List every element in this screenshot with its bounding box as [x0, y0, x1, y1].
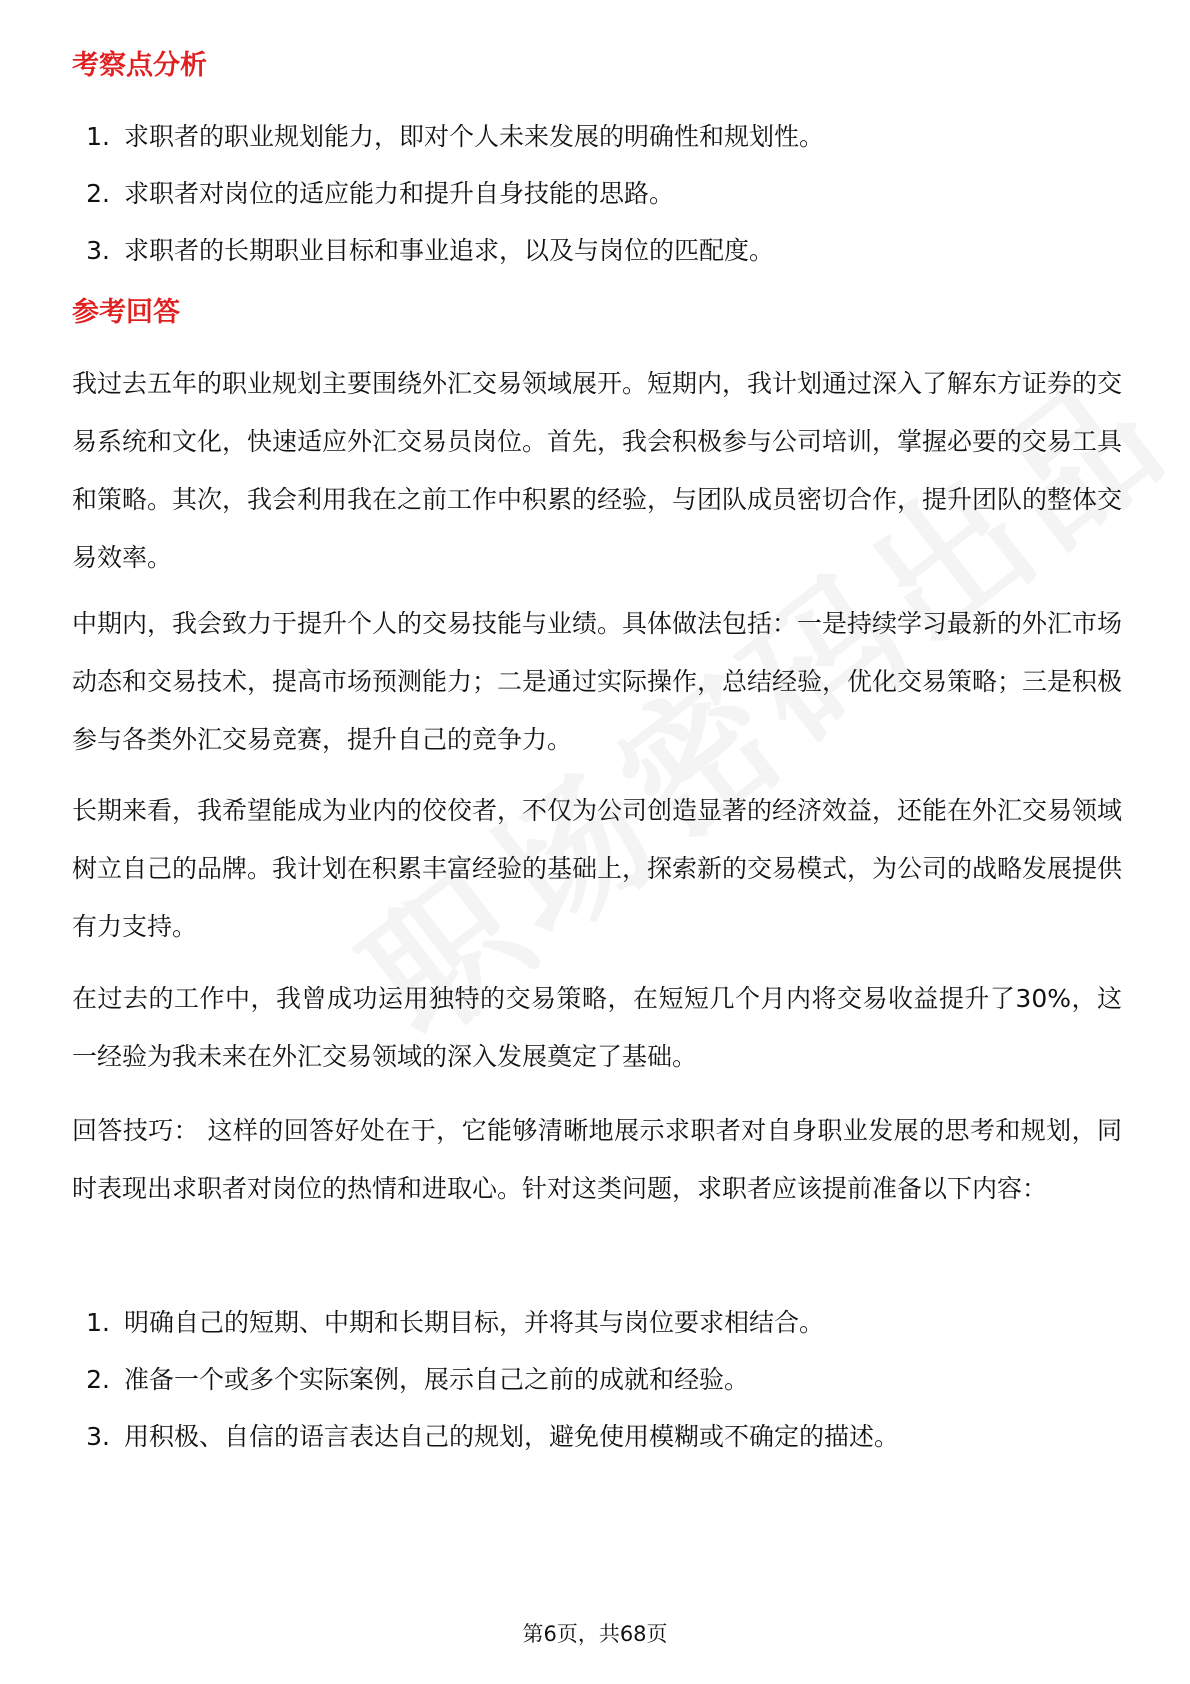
answer-heading: 参考回答: [72, 297, 180, 328]
list-item-text: 明确自己的短期、中期和长期目标，并将其与岗位要求相结合。: [124, 1308, 825, 1337]
list-item-text: 求职者的长期职业目标和事业追求，以及与岗位的匹配度。: [124, 236, 775, 265]
list-item-text: 求职者对岗位的适应能力和提升自身技能的思路。: [124, 179, 675, 208]
analysis-heading: 考察点分析: [72, 50, 207, 81]
list-item: [72, 1351, 1132, 1408]
list-item: [72, 1294, 1132, 1351]
answer-paragraph-3: 长期来看，我希望能成为业内的佼佼者，不仅为公司创造显著的经济效益，还能在外汇交易领域树立自己的品牌。我计划在积累丰富经验的基础上，探索新的交易模式，为公司的战略发展提供有力支持。: [72, 796, 1123, 941]
list-number: 1.: [86, 122, 110, 151]
tips-list: [72, 1294, 1132, 1465]
answer-paragraph-2: 中期内，我会致力于提升个人的交易技能与业绩。具体做法包括：一是持续学习最新的外汇市场动态和交易技术，提高市场预测能力；二是通过实际操作，总结经验，优化交易策略；三是积极参与各类外汇交易竞赛，提升自己的竞争力。: [72, 609, 1123, 754]
list-item-text: 准备一个或多个实际案例，展示自己之前的成就和经验。: [124, 1365, 750, 1394]
list-number: 2.: [86, 1365, 110, 1394]
list-item-text: 用积极、自信的语言表达自己的规划，避免使用模糊或不确定的描述。: [124, 1422, 900, 1451]
page-footer: 第6页，共68页: [522, 1622, 668, 1646]
analysis-list: [72, 108, 1132, 279]
list-number: 2.: [86, 179, 110, 208]
list-number: 3.: [86, 236, 110, 265]
list-number: 1.: [86, 1308, 110, 1337]
list-item: [72, 222, 1132, 279]
list-number: 3.: [86, 1422, 110, 1451]
list-item: [72, 165, 1132, 222]
list-item: [72, 1408, 1132, 1465]
list-item: [72, 108, 1132, 165]
answer-paragraph-1: 我过去五年的职业规划主要围绕外汇交易领域展开。短期内，我计划通过深入了解东方证券的交易系统和文化，快速适应外汇交易员岗位。首先，我会积极参与公司培训，掌握必要的交易工具和策略。其次，我会利用我在之前工作中积累的经验，与团队成员密切合作，提升团队的整体交易效率。: [72, 369, 1123, 572]
answer-paragraph-4: 在过去的工作中，我曾成功运用独特的交易策略，在短短几个月内将交易收益提升了30%，这一经验为我未来在外汇交易领域的深入发展奠定了基础。: [72, 984, 1122, 1071]
answer-tips-paragraph: 回答技巧： 这样的回答好处在于，它能够清晰地展示求职者对自身职业发展的思考和规划，同时表现出求职者对岗位的热情和进取心。针对这类问题，求职者应该提前准备以下内容：: [72, 1116, 1122, 1203]
list-item-text: 求职者的职业规划能力，即对个人未来发展的明确性和规划性。: [124, 122, 825, 151]
